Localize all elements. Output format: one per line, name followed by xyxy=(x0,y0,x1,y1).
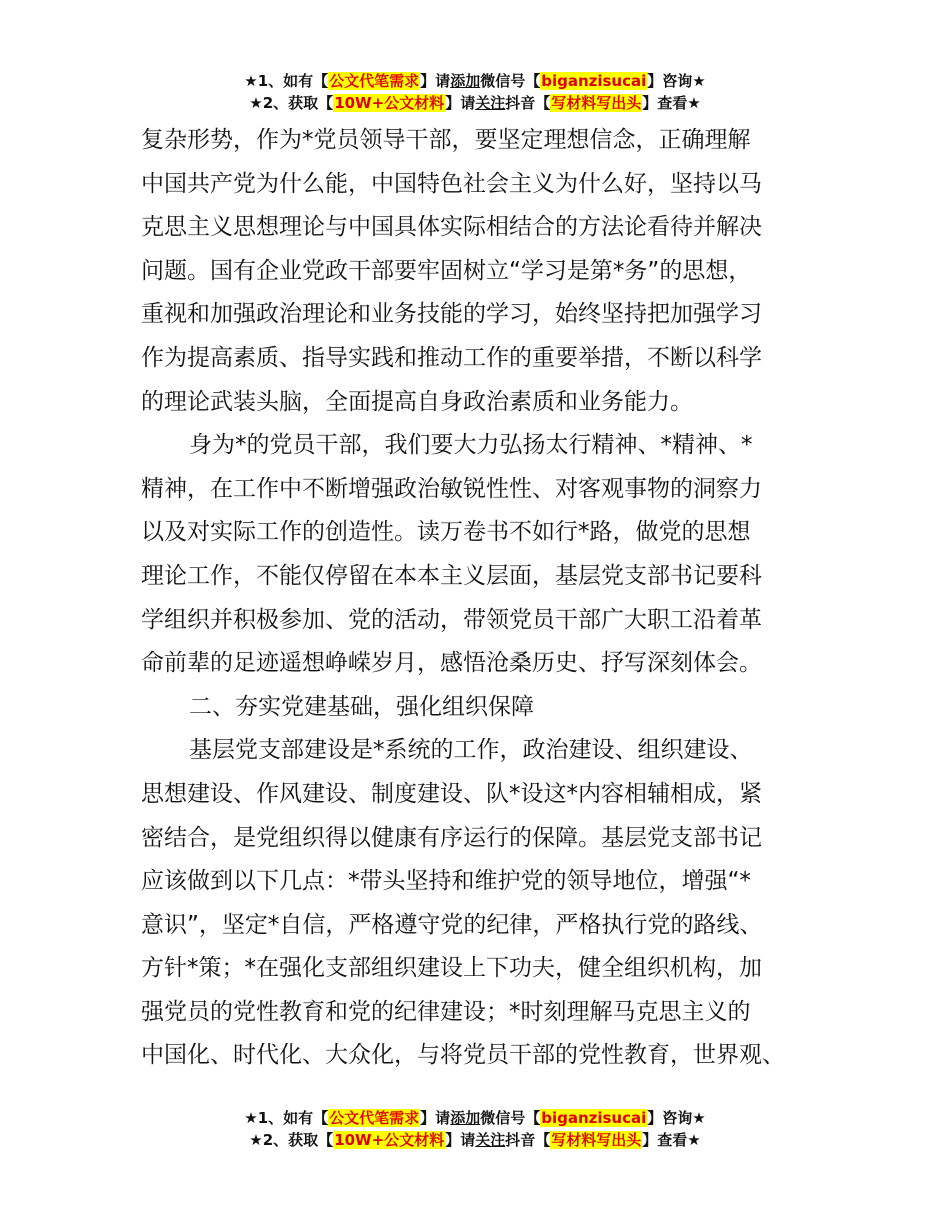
paragraph-3: 基层党支部建设是*系统的工作，政治建设、组织建设、 xyxy=(189,737,753,764)
paragraph-2: 身为*的党员干部，我们要大力弘扬太行精神、*精神、* xyxy=(189,432,753,459)
banner-line-1: ★1、如有【公文代笔需求】请添加微信号【biganzisucai】咨询★ xyxy=(244,72,706,90)
paragraph-2-cont: 精神，在工作中不断增强政治敏锐性性、对客观事物的洞察力 以及对实际工作的创造性。读万卷书不如行*路，做党的思想 理论工作，不能仅停留在本本主义层面，基层党支部书记要科 学组织并积极参加、党的活动，带领党员干部广大职工沿着革 命前辈的足迹遥想峥嵘岁月，感悟沧桑历史、抒写深刻体会。 xyxy=(141,475,762,677)
footer-line-2: ★2、获取【10W+公文材料】请关注抖音【写材料写出头】查看★ xyxy=(249,1131,701,1149)
section-heading: 二、夯实党建基础，强化组织保障 xyxy=(189,693,534,720)
header-banner xyxy=(0,70,950,114)
paragraph-1: 复杂形势，作为*党员领导干部，要坚定理想信念，正确理解 中国共产党为什么能，中国特色社会主义为什么好，坚持以马 克思主义思想理论与中国具体实际相结合的方法论看待并解决 问题。国有企业党政干部要牢固树立“学习是第*务”的思想， 重视和加强政治理论和业务技能的学习，始终坚持把加强学习 作为提高素质、指导实践和推动工作的重要举措，不断以科学 的理论武装头脑，全面提高自身政治素质和业务能力。 xyxy=(141,127,762,415)
paragraph-3-cont: 思想建设、作风建设、制度建设、队*设这*内容相辅相成，紧 密结合，是党组织得以健康有序运行的保障。基层党支部书记 应该做到以下几点：*带头坚持和维护党的领导地位，增强“* 意识”，坚定*自信，严格遵守党的纪律，严格执行党的路线、 方针*策；*在强化支部组织建设上下功夫，健全组织机构，加 强党员的党性教育和党的纪律建设；*时刻理解马克思主义的 中国化、时代化、大众化，与将党员干部的党性教育，世界观、 xyxy=(141,780,785,1069)
highlight-ghostwriting: 公文代笔需求 xyxy=(329,72,420,90)
highlight-ghostwriting: 公文代笔需求 xyxy=(329,1109,420,1127)
highlight-materials: 10W+公文材料 xyxy=(334,1131,445,1149)
highlight-materials: 10W+公文材料 xyxy=(334,94,445,112)
banner-line-2: ★2、获取【10W+公文材料】请关注抖音【写材料写出头】查看★ xyxy=(249,94,701,112)
highlight-wechat-id: biganzisucai xyxy=(541,1109,647,1127)
document-body xyxy=(141,119,831,1078)
highlight-douyin: 写材料写出头 xyxy=(551,94,642,112)
footer-banner xyxy=(0,1107,950,1151)
highlight-wechat-id: biganzisucai xyxy=(541,72,647,90)
footer-line-1: ★1、如有【公文代笔需求】请添加微信号【biganzisucai】咨询★ xyxy=(244,1109,706,1127)
highlight-douyin: 写材料写出头 xyxy=(551,1131,642,1149)
